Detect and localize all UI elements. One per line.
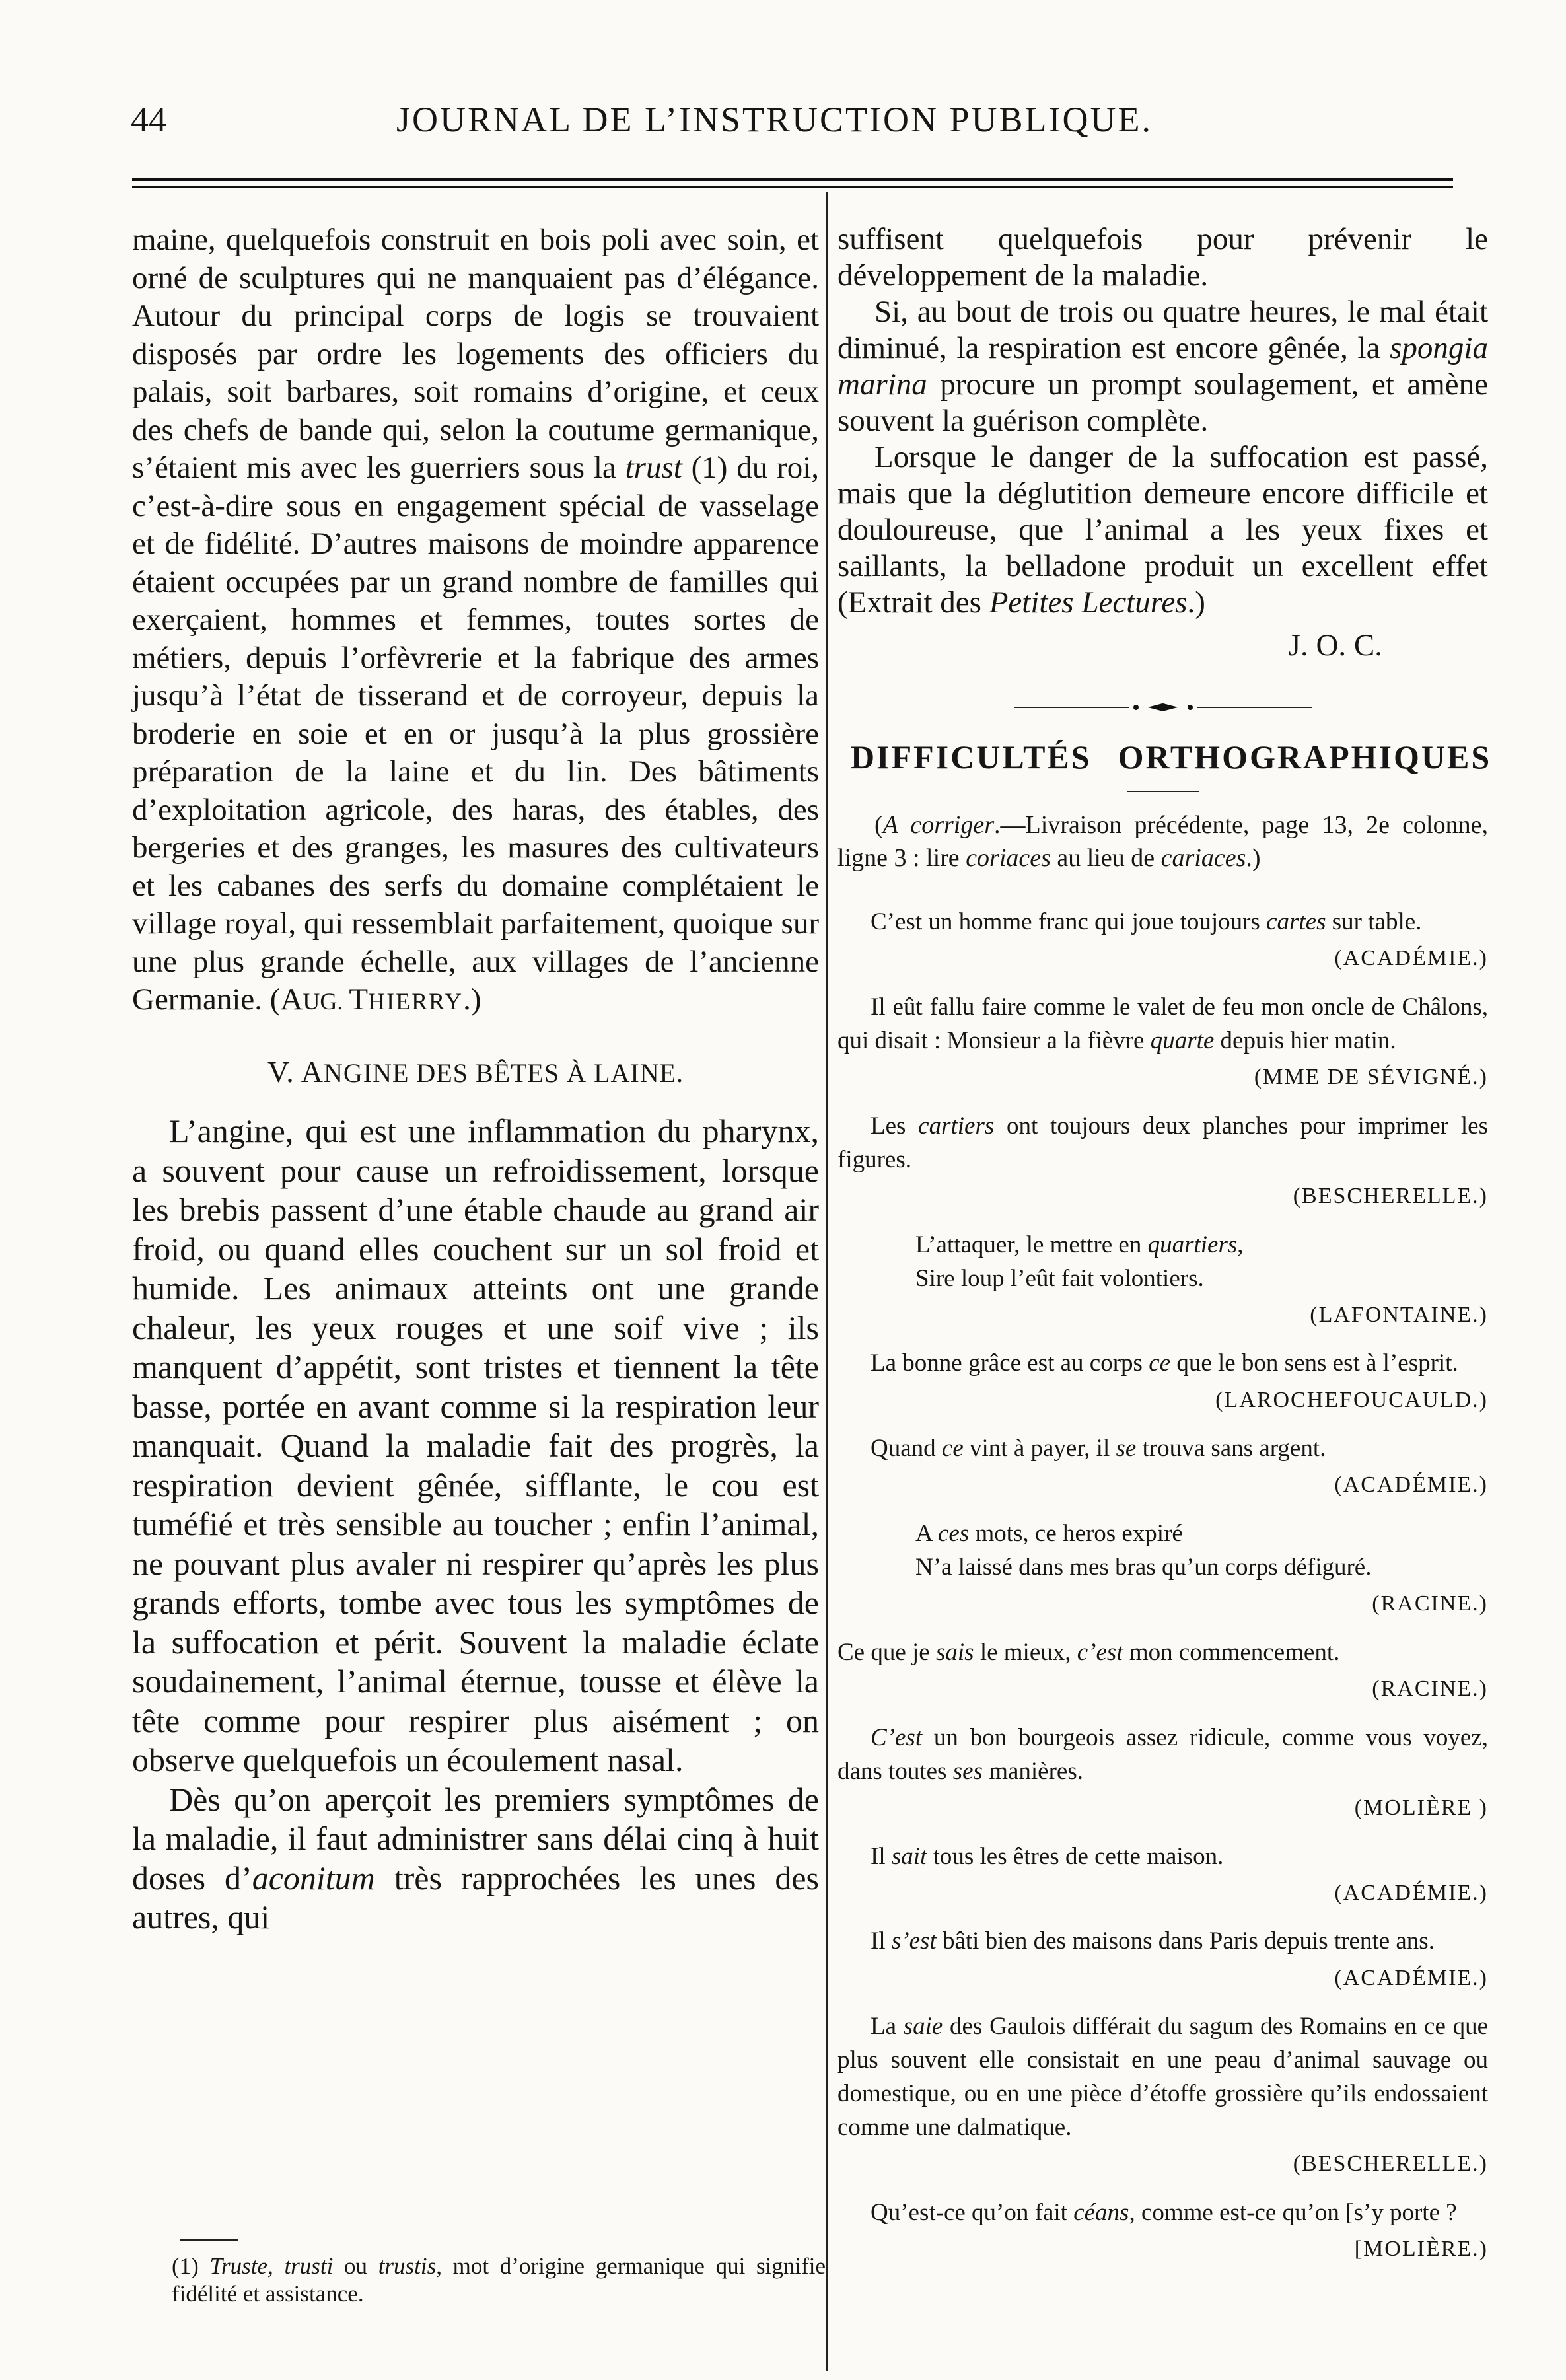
note-text: .): [1246, 844, 1261, 872]
italic-term: cartes: [1266, 908, 1326, 936]
ornament-line: [1197, 707, 1312, 708]
heading-word: ORTHOGRAPHIQUES: [1118, 738, 1492, 775]
ornament-divider: [837, 703, 1488, 711]
paragraph-angine-treatment: [132, 1780, 819, 1937]
italic-term: quarte: [1150, 1027, 1215, 1054]
paragraph-text: Lorsque le danger de la suffocation est passé, mais que la déglutition demeure encore difficile et douloureuse, que l’animal a les yeux fixes et saillants, la belladone produit un excellent effet (Extrait des: [837, 439, 1488, 620]
example-source: (BESCHERELLE.): [1293, 2151, 1488, 2177]
italic-term: Truste, trusti: [209, 2253, 334, 2279]
italic-term: quartiers: [1147, 1231, 1238, 1258]
example-sentence: [837, 2196, 1488, 2229]
example-text: vint à payer, il: [963, 1435, 1116, 1462]
example-text: L’attaquer, le mettre en: [915, 1231, 1148, 1258]
italic-term: trust: [625, 451, 682, 486]
example-text: sur table.: [1326, 908, 1422, 936]
italic-term: ce: [1149, 1350, 1171, 1377]
example-verse: [837, 1228, 1488, 1295]
italic-term: A corriger: [882, 811, 995, 840]
example-text: un bon bourgeois assez ridicule, comme vous voyez, dans toutes: [837, 1723, 1488, 1785]
example-text: La bonne grâce est au corps: [871, 1350, 1149, 1377]
footnote-rule: [180, 2239, 238, 2241]
example-text: Sire loup l’eût fait volontiers.: [915, 1264, 1204, 1292]
example-text: ,: [1237, 1231, 1244, 1258]
example-text: tous les êtres de cette maison.: [927, 1842, 1224, 1870]
column-divider: [826, 192, 828, 2371]
example-source: (RACINE.): [1372, 1677, 1488, 1702]
paragraph-text: Dès qu’on aperçoit les premiers symptômes de la maladie, il faut administrer sans délai cinq à huit doses d’: [132, 1780, 819, 1896]
paragraph-text: .): [1187, 585, 1205, 620]
left-column: [132, 221, 819, 1937]
italic-term: coriaces: [966, 844, 1051, 872]
correction-note: [837, 809, 1488, 875]
italic-title: Petites Lectures: [989, 585, 1188, 620]
example-sentence: [837, 1840, 1488, 1873]
example-text: ont toujours deux planches pour imprimer les figures.: [837, 1112, 1488, 1173]
paragraph-text: très rapprochées les unes des autres, qui: [132, 1859, 819, 1936]
footnote-text: , mot d’origine germanique qui signifie fidélité et assistance.: [172, 2253, 826, 2307]
example-source: (ACADÉMIE.): [1334, 946, 1488, 971]
author-initial: T: [349, 982, 369, 1017]
italic-term: ses: [952, 1757, 983, 1785]
example-text: Il: [871, 1928, 892, 1955]
page-number: 44: [131, 100, 166, 139]
example-text: La: [871, 2013, 904, 2040]
italic-term: trustis: [378, 2253, 437, 2279]
example-text: Il eût fallu faire comme le valet de feu mon oncle de Châlons, qui disait : Monsieur a la fièvre: [837, 993, 1488, 1054]
example-text: que le bon sens est à l’esprit.: [1170, 1350, 1458, 1377]
example-source: [MOLIÈRE.): [1354, 2237, 1488, 2262]
paragraph-belladone: [837, 439, 1488, 621]
italic-term: c’est: [1077, 1638, 1123, 1666]
example-text: des Gaulois différait du sagum des Romains en ce que plus souvent elle consistait en une peau d’animal sauvage ou domestique, ou en une pièce d’étoffe grossière qu’ils endossaient comme une dalmatique.: [837, 2013, 1488, 2142]
header-rule: [132, 178, 1453, 181]
paragraph-continuation: suffisent quelquefois pour prévenir le développement de la maladie.: [837, 222, 1488, 293]
example-source: (LAFONTAINE.): [1310, 1302, 1488, 1327]
author-initial: A: [280, 982, 303, 1017]
example-text: C’est un homme franc qui joue toujours: [871, 908, 1267, 936]
example-text: , comme est-ce qu’on [s’y porte ?: [1129, 2199, 1457, 2227]
example-sentence: [837, 1721, 1488, 1788]
example-source: (BESCHERELLE.): [1293, 1183, 1488, 1208]
section-number: V.: [267, 1054, 301, 1089]
example-text: le mieux,: [974, 1638, 1077, 1666]
paragraph-text: maine, quelquefois construit en bois poli avec soin, et orné de sculptures qui ne manquaient pas d’élégance. Autour du principal corps de logis se trouvaient disposés par ordre les logements des officiers du palais, soit barbares, soit romains d’origine, et ceux des chefs de bande qui, selon la coutume germanique, s’étaient mis avec les guerriers sous la: [132, 223, 819, 486]
paragraph-text: (1) du roi, c’est-à-dire sous en engagement spécial de vasselage et de fidélité. D’autres maisons de moindre apparence étaient occupées par un grand nombre de familles qui exerçaient, hommes et femmes, toutes sortes de métiers, depuis l’orfèvrerie et la fabrique des armes jusqu’à l’état de tisserand et de corroyeur, depuis la broderie en soie et en or jusqu’à la plus grossière préparation de la laine et du lin. Des bâtiments d’exploitation agricole, des haras, des étables, des bergeries et des granges, les masures des cultivateurs et les cabanes des serfs du domaine complétaient le village royal, qui ressemblait parfaitement, quoique sur une plus grande échelle, aux villages de l’ancienne Germanie. (: [132, 451, 820, 1017]
italic-term: cartiers: [918, 1112, 995, 1139]
paragraph-text: .): [463, 982, 481, 1017]
paragraph-angine-symptoms: L’angine, qui est une inflammation du pharynx, a souvent pour cause un refroidissement, lorsque les brebis passent d’une étable chaude au grand air froid, ou quand elles couchent sur un sol froid et humide. Les animaux atteints ont une grande chaleur, les yeux rouges et une soif vive ; ils manquent d’appétit, sont tristes et tiennent la tête basse, portée en avant comme si la respiration leur manquait. Quand la maladie fait des progrès, la respiration devient gênée, sifflante, le cou est tuméfié et très sensible au toucher ; enfin l’animal, ne pouvant plus avaler ni respirer qu’après les plus grands efforts, tombe avec tous les symptômes de la suffocation et périt. Souvent la maladie éclate soudainement, l’animal éternue, tousse et élève la tête comme pour respirer plus aisément ; on observe quelquefois un écoulement nasal.: [132, 1112, 819, 1779]
heading-word: DIFFICULTÉS: [851, 738, 1092, 775]
example-text: manières.: [982, 1757, 1083, 1785]
italic-term: sait: [891, 1842, 927, 1870]
paragraph-palace-description: [132, 221, 819, 1019]
right-column: [837, 221, 1492, 2262]
italic-term: aconitum: [252, 1859, 375, 1896]
example-source: (LAROCHEFOUCAULD.): [1215, 1387, 1488, 1412]
example-sentence: [837, 1431, 1488, 1465]
section-title-initial: A: [301, 1054, 324, 1089]
example-sentence: [837, 2009, 1488, 2144]
paragraph-text: Si, au bout de trois ou quatre heures, le mal était diminué, la respiration est encore gênée, la: [837, 294, 1488, 365]
example-sentence: [837, 905, 1488, 939]
italic-term: saie: [903, 2013, 943, 2040]
author-small-caps: UG.: [303, 988, 349, 1015]
example-text: bâti bien des maisons dans Paris depuis trente ans.: [936, 1928, 1435, 1955]
author-small-caps: HIERRY: [368, 988, 464, 1015]
running-title: JOURNAL DE L’INSTRUCTION PUBLIQUE.: [396, 100, 1153, 139]
footnote: [172, 2253, 826, 2308]
italic-term: ce: [941, 1435, 964, 1462]
example-text: trouva sans argent.: [1136, 1435, 1326, 1462]
italic-term: s’est: [891, 1928, 937, 1955]
note-text: (: [874, 811, 883, 840]
ornament-dot: [1133, 705, 1139, 710]
italic-term: se: [1116, 1435, 1137, 1462]
italic-term: céans: [1073, 2199, 1129, 2227]
ornament-dot: [1188, 705, 1193, 710]
ornament-line: [1014, 707, 1129, 708]
example-source: (MME DE SÉVIGNÉ.): [1254, 1065, 1488, 1089]
italic-term: C’est: [871, 1723, 923, 1751]
section-heading-difficultes: [837, 738, 1492, 777]
example-source: (ACADÉMIE.): [1334, 1472, 1488, 1497]
example-sentence: [837, 1924, 1488, 1958]
example-sentence: [837, 1346, 1488, 1380]
example-text: mots, ce heros expiré: [969, 1520, 1183, 1548]
footnote-marker: (1): [172, 2253, 210, 2279]
example-text: Il: [871, 1842, 892, 1870]
footnote-text: ou: [333, 2253, 378, 2279]
example-source: (ACADÉMIE.): [1334, 1965, 1488, 1990]
note-text: .—Livraison précédente, page 13, 2e colonne, ligne 3 : lire: [837, 811, 1488, 872]
example-verse: [837, 1517, 1488, 1584]
italic-term: sais: [935, 1638, 974, 1666]
example-source: (ACADÉMIE.): [1334, 1880, 1488, 1905]
example-sentence: [837, 990, 1488, 1058]
example-text: mon commencement.: [1123, 1638, 1340, 1666]
example-text: N’a laissé dans mes bras qu’un corps défiguré.: [915, 1554, 1372, 1581]
example-text: Qu’est-ce qu’on fait: [871, 2199, 1074, 2227]
paragraph-text: procure un prompt soulagement, et amène souvent la guérison complète.: [837, 367, 1488, 438]
example-source: (RACINE.): [1372, 1591, 1488, 1616]
italic-term: ces: [937, 1520, 970, 1548]
example-sentence: [837, 1109, 1488, 1176]
example-text: depuis hier matin.: [1214, 1027, 1396, 1054]
heading-rule: [1127, 791, 1199, 792]
example-text: Ce que je: [837, 1638, 936, 1666]
section-heading-angine: [132, 1054, 819, 1091]
paragraph-spongia: [837, 294, 1488, 439]
signature: J. O. C.: [1288, 628, 1382, 663]
note-text: au lieu de: [1050, 844, 1161, 872]
italic-term: cariaces: [1160, 844, 1246, 872]
example-text: Les: [871, 1112, 919, 1139]
header-rule-thin: [132, 186, 1453, 188]
section-title: NGINE DES BÊTES À LAINE.: [323, 1058, 684, 1088]
example-text: A: [915, 1520, 938, 1548]
example-source: (MOLIÈRE ): [1354, 1795, 1488, 1820]
example-sentence: [837, 1636, 1488, 1669]
italic-term: spongia marina: [837, 330, 1488, 402]
example-text: Quand: [871, 1435, 942, 1462]
ornament-diamond: [1148, 703, 1178, 711]
